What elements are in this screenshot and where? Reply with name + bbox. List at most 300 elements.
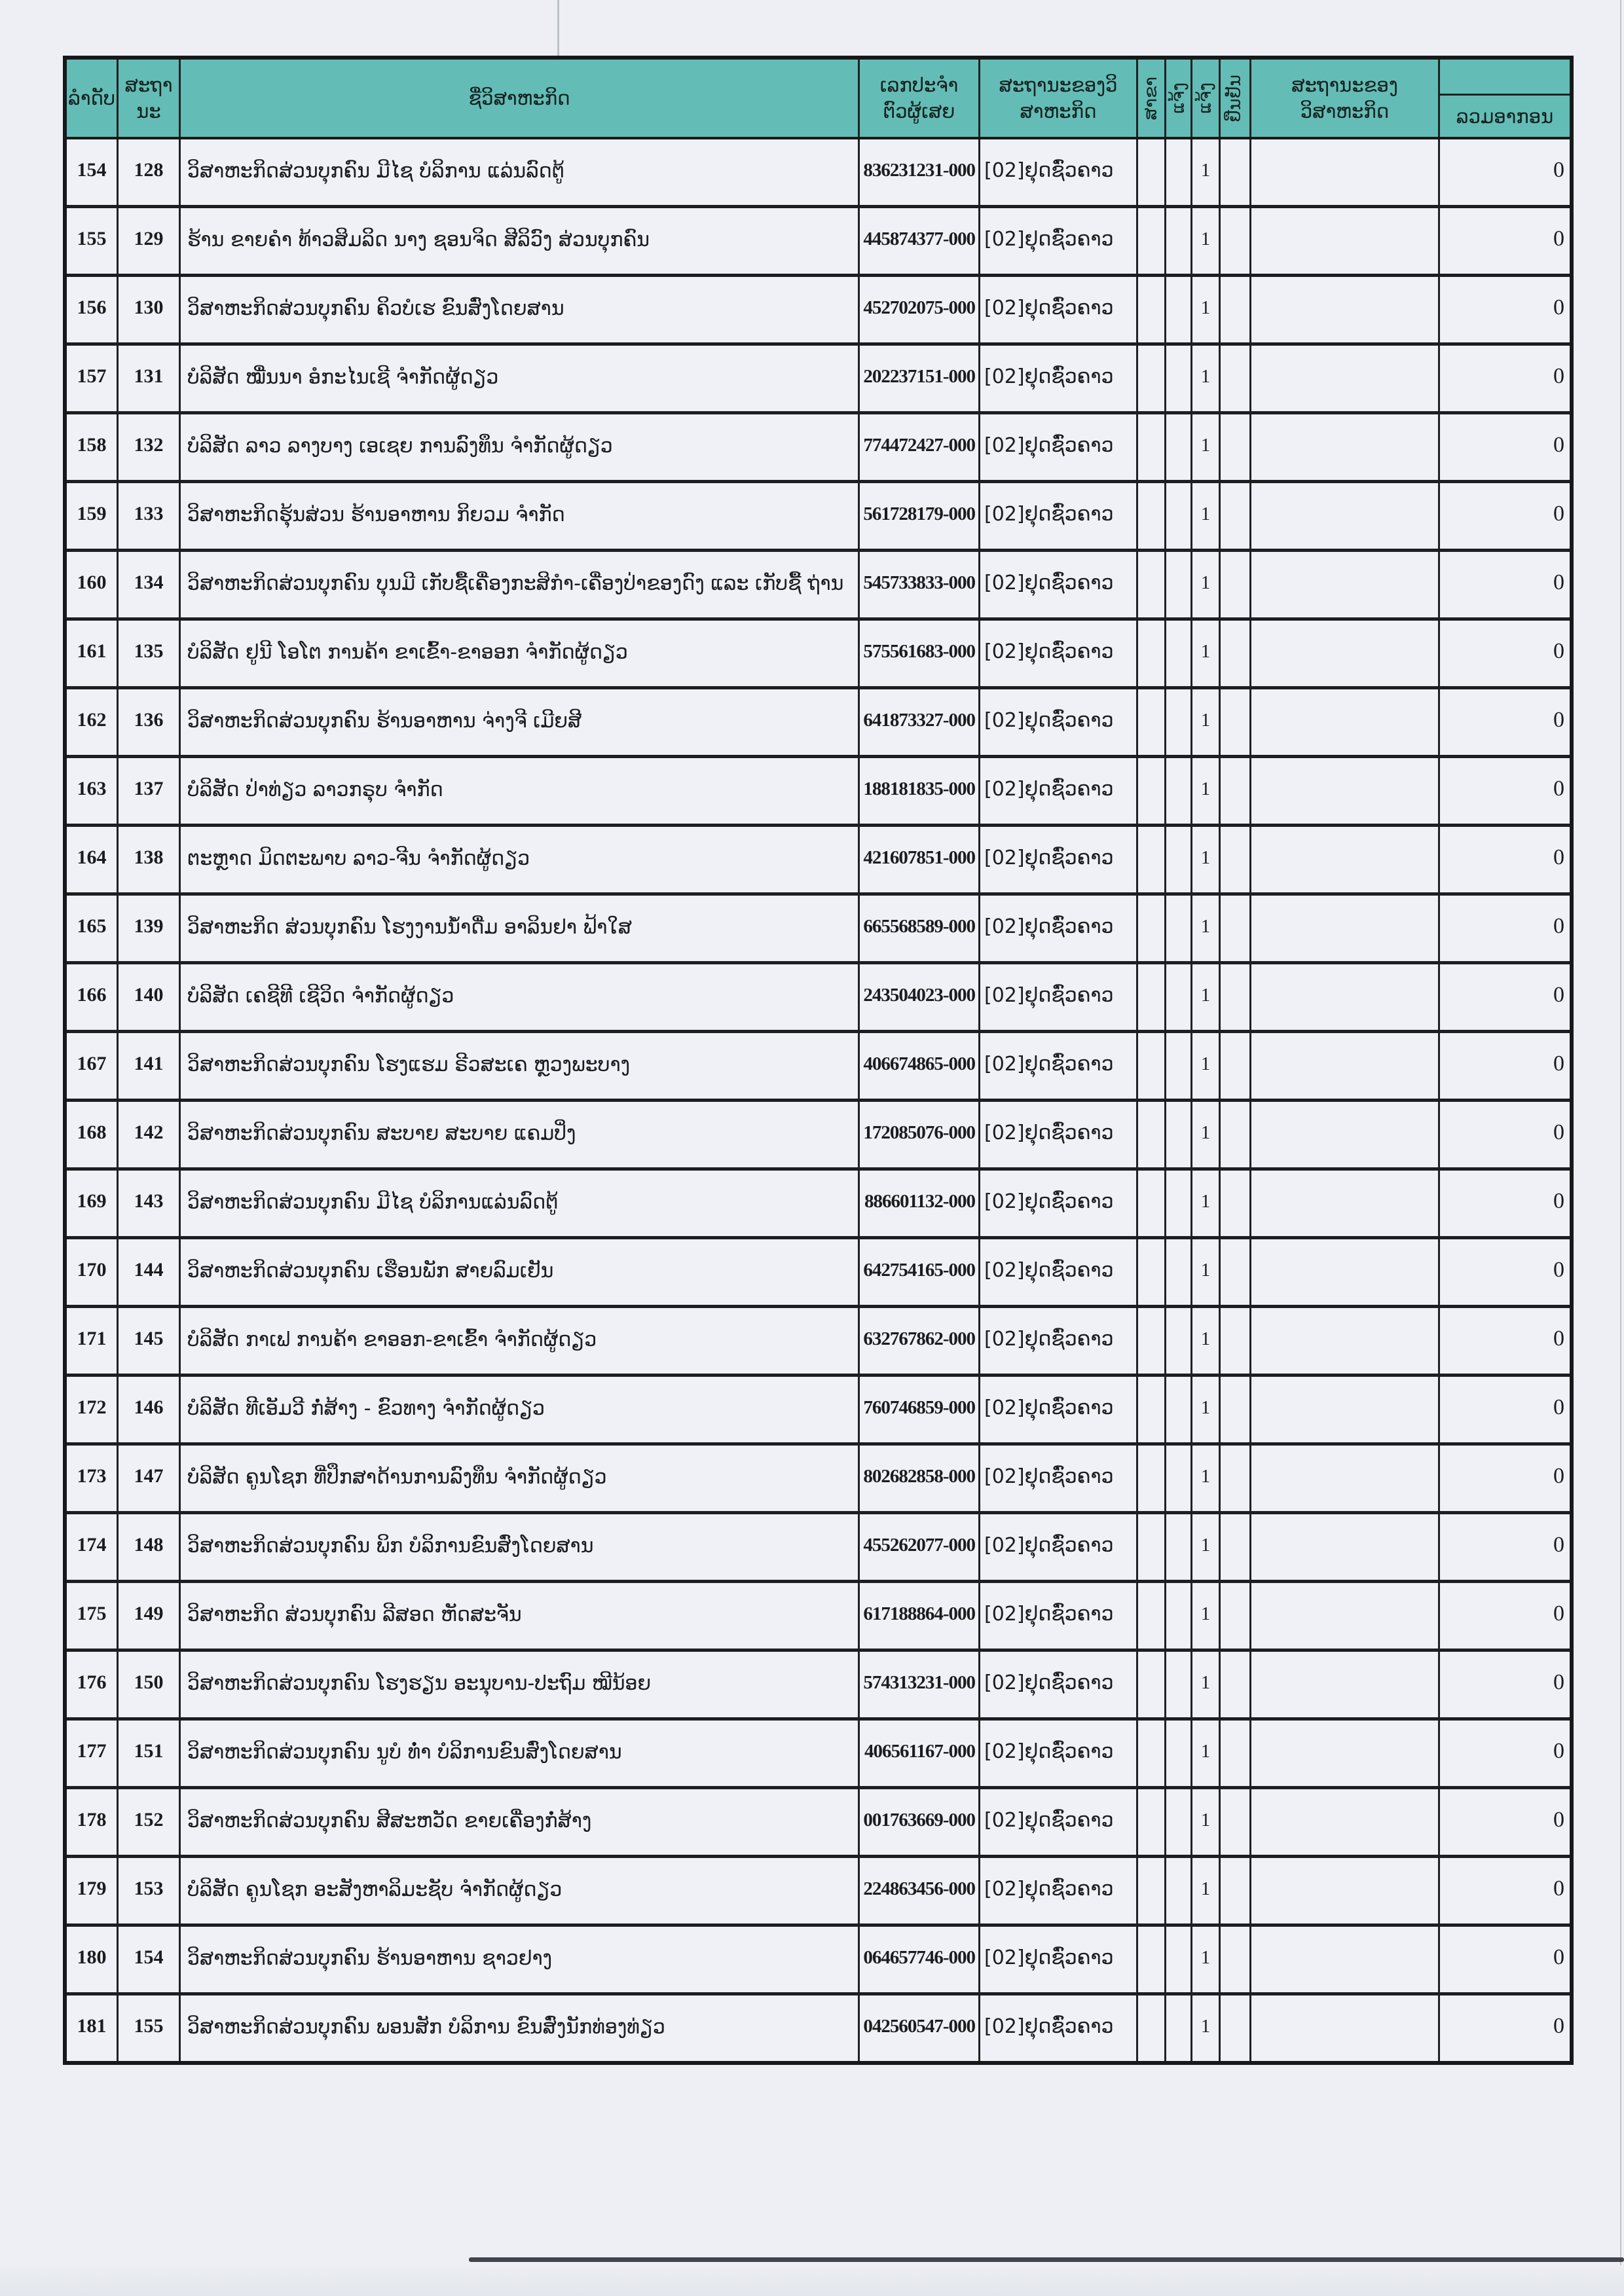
enterprise-name: ບໍລິສັດ ກາເຟ ການຄ້າ ຂາອອກ-ຂາເຂົ້າ ຈຳກັດຜູ້ດຽວ bbox=[181, 1308, 860, 1374]
branch-cell bbox=[1138, 483, 1166, 549]
total-tax-value: 0 bbox=[1553, 1876, 1564, 1901]
enterprise-name: ວິສາຫະກິດສ່ວນບຸກຄົນ ບຸນມີ ເກັບຊື້ເຄື່ອງກະສິກຳ-ເຄື່ອງປ່າຂອງດົງ ແລະ ເກັບຊື້ ຖ່ານ bbox=[181, 552, 860, 617]
row-sequence: 130 bbox=[119, 277, 181, 342]
taxpayer-id: 836231231-000 bbox=[860, 139, 980, 205]
scan-artifact-vertical-line bbox=[557, 0, 559, 56]
enterprise-name: ວິສາຫະກິດສ່ວນບຸກຄົນ ມີໄຊ ບໍລິການແລ່ນລົດຕູ້ bbox=[181, 1171, 860, 1236]
header-tax-id bbox=[860, 60, 980, 137]
row-number: 158 bbox=[67, 414, 119, 480]
branch-cell bbox=[1138, 758, 1166, 824]
enterprise-status-2-cell bbox=[1251, 277, 1440, 342]
enterprise-status: [02]ຢຸດຊົ່ວຄາວ bbox=[980, 1377, 1138, 1442]
branch-cell bbox=[1138, 139, 1166, 205]
enterprise-name: ວິສາຫະກິດສ່ວນບຸກຄົນ ສີສະຫວັດ ຂາຍເຄື່ອງກໍ່ສ້າງ bbox=[181, 1789, 860, 1855]
declare-2-cell: 1 bbox=[1192, 1927, 1221, 1992]
declare-1-cell bbox=[1166, 1789, 1192, 1855]
table-row bbox=[67, 483, 1570, 552]
declare-2-cell: 1 bbox=[1192, 483, 1221, 549]
table-row bbox=[67, 1033, 1570, 1102]
confirm-cell bbox=[1221, 621, 1251, 686]
declare-1-cell bbox=[1166, 1171, 1192, 1236]
row-sequence: 133 bbox=[119, 483, 181, 549]
taxpayer-id: 406561167-000 bbox=[860, 1721, 980, 1786]
total-tax-value: 0 bbox=[1553, 983, 1564, 1007]
confirm-cell bbox=[1221, 1171, 1251, 1236]
enterprise-status: [02]ຢຸດຊົ່ວຄາວ bbox=[980, 621, 1138, 686]
branch-cell bbox=[1138, 346, 1166, 411]
row-number: 160 bbox=[67, 552, 119, 617]
declare-2-cell: 1 bbox=[1192, 277, 1221, 342]
table-row bbox=[67, 139, 1570, 208]
confirm-cell bbox=[1221, 964, 1251, 1030]
total-tax-value: 0 bbox=[1553, 433, 1564, 457]
enterprise-status-2-cell bbox=[1251, 1308, 1440, 1374]
row-number: 166 bbox=[67, 964, 119, 1030]
enterprise-status: [02]ຢຸດຊົ່ວຄາວ bbox=[980, 552, 1138, 617]
table-row bbox=[67, 1377, 1570, 1446]
declare-2-cell: 1 bbox=[1192, 1308, 1221, 1374]
confirm-cell bbox=[1221, 1927, 1251, 1992]
header-enterprise-status-line1: ສະຖານະຂອງວິ bbox=[999, 74, 1118, 96]
confirm-cell bbox=[1221, 1377, 1251, 1442]
table-row bbox=[67, 1652, 1570, 1721]
row-number: 157 bbox=[67, 346, 119, 411]
row-number: 172 bbox=[67, 1377, 119, 1442]
enterprise-status: [02]ຢຸດຊົ່ວຄາວ bbox=[980, 208, 1138, 274]
header-total-tax-empty-top bbox=[1440, 60, 1570, 96]
row-number: 155 bbox=[67, 208, 119, 274]
declare-2-cell: 1 bbox=[1192, 1721, 1221, 1786]
total-tax-value: 0 bbox=[1553, 158, 1564, 182]
declare-1-cell bbox=[1166, 1308, 1192, 1374]
taxpayer-id: 445874377-000 bbox=[860, 208, 980, 274]
enterprise-status-2-cell bbox=[1251, 1102, 1440, 1167]
taxpayer-id: 042560547-000 bbox=[860, 1995, 980, 2061]
declare-1-cell bbox=[1166, 208, 1192, 274]
table-header-row bbox=[67, 60, 1570, 139]
header-enterprise-status bbox=[980, 60, 1138, 137]
table-row bbox=[67, 1721, 1570, 1789]
scan-artifact-right-edge bbox=[1620, 0, 1621, 2296]
declare-2-cell: 1 bbox=[1192, 1102, 1221, 1167]
enterprise-status-2-cell bbox=[1251, 1239, 1440, 1305]
table-row bbox=[67, 1102, 1570, 1171]
total-tax-value: 0 bbox=[1553, 1464, 1564, 1488]
taxpayer-id: 202237151-000 bbox=[860, 346, 980, 411]
total-tax-value: 0 bbox=[1553, 227, 1564, 251]
taxpayer-id: 642754165-000 bbox=[860, 1239, 980, 1305]
confirm-cell bbox=[1221, 208, 1251, 274]
enterprise-status: [02]ຢຸດຊົ່ວຄາວ bbox=[980, 139, 1138, 205]
declare-2-cell: 1 bbox=[1192, 827, 1221, 892]
taxpayer-id: 188181835-000 bbox=[860, 758, 980, 824]
total-tax-value: 0 bbox=[1553, 1258, 1564, 1282]
enterprise-name: ບໍລິສັດ ຄູນໂຊກ ອະສັງຫາລິມະຊັບ ຈຳກັດຜູ້ດຽວ bbox=[181, 1858, 860, 1923]
table-row bbox=[67, 1583, 1570, 1652]
branch-cell bbox=[1138, 1652, 1166, 1717]
declare-2-cell: 1 bbox=[1192, 552, 1221, 617]
taxpayer-id: 452702075-000 bbox=[860, 277, 980, 342]
table-row bbox=[67, 758, 1570, 827]
branch-cell bbox=[1138, 1446, 1166, 1511]
taxpayer-id: 641873327-000 bbox=[860, 689, 980, 755]
enterprise-status: [02]ຢຸດຊົ່ວຄາວ bbox=[980, 1858, 1138, 1923]
table-row bbox=[67, 277, 1570, 346]
declare-2-cell: 1 bbox=[1192, 1446, 1221, 1511]
confirm-cell bbox=[1221, 1033, 1251, 1099]
row-number: 167 bbox=[67, 1033, 119, 1099]
confirm-cell bbox=[1221, 414, 1251, 480]
declare-1-cell bbox=[1166, 964, 1192, 1030]
table-row bbox=[67, 1239, 1570, 1308]
total-tax-value: 0 bbox=[1553, 1051, 1564, 1076]
header-total-tax bbox=[1440, 60, 1570, 137]
row-sequence: 139 bbox=[119, 896, 181, 961]
row-sequence: 147 bbox=[119, 1446, 181, 1511]
table-row bbox=[67, 896, 1570, 964]
table-row bbox=[67, 1308, 1570, 1377]
branch-cell bbox=[1138, 621, 1166, 686]
declare-1-cell bbox=[1166, 621, 1192, 686]
row-sequence: 146 bbox=[119, 1377, 181, 1442]
table-row bbox=[67, 827, 1570, 896]
enterprise-status-2-cell bbox=[1251, 1858, 1440, 1923]
row-number: 179 bbox=[67, 1858, 119, 1923]
branch-cell bbox=[1138, 1171, 1166, 1236]
header-declare-2-rotated-label: ແຈ້ງ bbox=[1195, 82, 1215, 114]
enterprise-status: [02]ຢຸດຊົ່ວຄາວ bbox=[980, 1927, 1138, 1992]
confirm-cell bbox=[1221, 1583, 1251, 1649]
total-tax-value: 0 bbox=[1553, 639, 1564, 663]
total-tax-value: 0 bbox=[1553, 1326, 1564, 1351]
declare-1-cell bbox=[1166, 827, 1192, 892]
taxpayer-id: 760746859-000 bbox=[860, 1377, 980, 1442]
row-number: 165 bbox=[67, 896, 119, 961]
branch-cell bbox=[1138, 1239, 1166, 1305]
row-number: 169 bbox=[67, 1171, 119, 1236]
declare-2-cell: 1 bbox=[1192, 1239, 1221, 1305]
declare-1-cell bbox=[1166, 1446, 1192, 1511]
branch-cell bbox=[1138, 896, 1166, 961]
row-sequence: 155 bbox=[119, 1995, 181, 2061]
declare-2-cell: 1 bbox=[1192, 964, 1221, 1030]
declare-2-cell: 1 bbox=[1192, 1377, 1221, 1442]
enterprise-status-2-cell bbox=[1251, 1927, 1440, 1992]
row-sequence: 137 bbox=[119, 758, 181, 824]
enterprise-status: [02]ຢຸດຊົ່ວຄາວ bbox=[980, 1721, 1138, 1786]
taxpayer-id: 406674865-000 bbox=[860, 1033, 980, 1099]
declare-1-cell bbox=[1166, 1927, 1192, 1992]
enterprise-status-2-cell bbox=[1251, 1446, 1440, 1511]
branch-cell bbox=[1138, 1995, 1166, 2061]
confirm-cell bbox=[1221, 483, 1251, 549]
total-tax-value: 0 bbox=[1553, 1120, 1564, 1144]
row-number: 159 bbox=[67, 483, 119, 549]
enterprise-status-2-cell bbox=[1251, 689, 1440, 755]
enterprise-status: [02]ຢຸດຊົ່ວຄາວ bbox=[980, 346, 1138, 411]
table-row bbox=[67, 208, 1570, 277]
enterprise-name: ວິສາຫະກິດສ່ວນບຸກຄົນ ໂຮງແຮມ ຣີວສະເຄ ຫຼວງພະບາງ bbox=[181, 1033, 860, 1099]
branch-cell bbox=[1138, 964, 1166, 1030]
header-enterprise-name: ຊື່ວິສາຫະກິດ bbox=[181, 60, 860, 137]
enterprise-status-2-cell bbox=[1251, 1171, 1440, 1236]
table-row bbox=[67, 552, 1570, 621]
enterprise-status-2-cell bbox=[1251, 208, 1440, 274]
row-sequence: 144 bbox=[119, 1239, 181, 1305]
taxpayer-id: 774472427-000 bbox=[860, 414, 980, 480]
confirm-cell bbox=[1221, 1446, 1251, 1511]
enterprise-status: [02]ຢຸດຊົ່ວຄາວ bbox=[980, 1995, 1138, 2061]
declare-2-cell: 1 bbox=[1192, 1514, 1221, 1580]
table-row bbox=[67, 621, 1570, 689]
enterprise-registry-table bbox=[63, 56, 1574, 2065]
confirm-cell bbox=[1221, 1652, 1251, 1717]
declare-2-cell: 1 bbox=[1192, 414, 1221, 480]
row-sequence: 142 bbox=[119, 1102, 181, 1167]
header-confirm-rotated-label: ຢືນຢັນ bbox=[1225, 74, 1245, 122]
confirm-cell bbox=[1221, 689, 1251, 755]
enterprise-status-2-cell bbox=[1251, 414, 1440, 480]
total-tax-value: 0 bbox=[1553, 364, 1564, 388]
header-total-tax-label: ລວມອາກອນ bbox=[1456, 105, 1554, 128]
header-tax-id-line1: ເລກປະຈຳ bbox=[879, 74, 959, 96]
declare-1-cell bbox=[1166, 1377, 1192, 1442]
row-sequence: 141 bbox=[119, 1033, 181, 1099]
enterprise-status: [02]ຢຸດຊົ່ວຄາວ bbox=[980, 689, 1138, 755]
enterprise-name: ບໍລິສັດ ທີເອັມວີ ກໍ່ສ້າງ - ຂົວທາງ ຈຳກັດຜູ້ດຽວ bbox=[181, 1377, 860, 1442]
total-tax-value: 0 bbox=[1553, 1395, 1564, 1419]
taxpayer-id: 574313231-000 bbox=[860, 1652, 980, 1717]
enterprise-name: ວິສາຫະກິດສ່ວນບຸກຄົນ ພິກ ບໍລິການຂົນສົ່ງໂດຍສານ bbox=[181, 1514, 860, 1580]
enterprise-status: [02]ຢຸດຊົ່ວຄາວ bbox=[980, 483, 1138, 549]
taxpayer-id: 172085076-000 bbox=[860, 1102, 980, 1167]
declare-1-cell bbox=[1166, 758, 1192, 824]
branch-cell bbox=[1138, 277, 1166, 342]
confirm-cell bbox=[1221, 277, 1251, 342]
enterprise-status-2-cell bbox=[1251, 621, 1440, 686]
declare-1-cell bbox=[1166, 1652, 1192, 1717]
declare-2-cell: 1 bbox=[1192, 346, 1221, 411]
confirm-cell bbox=[1221, 1858, 1251, 1923]
table-row bbox=[67, 1171, 1570, 1239]
declare-1-cell bbox=[1166, 277, 1192, 342]
enterprise-status: [02]ຢຸດຊົ່ວຄາວ bbox=[980, 277, 1138, 342]
total-tax-value: 0 bbox=[1553, 1189, 1564, 1213]
table-row bbox=[67, 414, 1570, 483]
taxpayer-id: 243504023-000 bbox=[860, 964, 980, 1030]
table-row bbox=[67, 689, 1570, 758]
declare-1-cell bbox=[1166, 552, 1192, 617]
row-sequence: 143 bbox=[119, 1171, 181, 1236]
taxpayer-id: 886601132-000 bbox=[860, 1171, 980, 1236]
enterprise-status-2-cell bbox=[1251, 552, 1440, 617]
total-tax-value: 0 bbox=[1553, 1945, 1564, 1969]
header-branch bbox=[1138, 60, 1166, 137]
row-number: 163 bbox=[67, 758, 119, 824]
declare-2-cell: 1 bbox=[1192, 1858, 1221, 1923]
row-sequence: 140 bbox=[119, 964, 181, 1030]
confirm-cell bbox=[1221, 1514, 1251, 1580]
confirm-cell bbox=[1221, 1721, 1251, 1786]
row-sequence: 153 bbox=[119, 1858, 181, 1923]
enterprise-name: ວິສາຫະກິດສ່ວນບຸກຄົນ ມີໄຊ ບໍລິການ ແລ່ນລົດຕູ້ bbox=[181, 139, 860, 205]
enterprise-status: [02]ຢຸດຊົ່ວຄາວ bbox=[980, 1583, 1138, 1649]
taxpayer-id: 561728179-000 bbox=[860, 483, 980, 549]
branch-cell bbox=[1138, 414, 1166, 480]
row-sequence: 148 bbox=[119, 1514, 181, 1580]
branch-cell bbox=[1138, 1583, 1166, 1649]
enterprise-status: [02]ຢຸດຊົ່ວຄາວ bbox=[980, 1102, 1138, 1167]
enterprise-status-2-cell bbox=[1251, 1514, 1440, 1580]
enterprise-name: ບໍລິສັດ ປ່າທ່ຽວ ລາວກຣຸບ ຈຳກັດ bbox=[181, 758, 860, 824]
confirm-cell bbox=[1221, 1995, 1251, 2061]
enterprise-name: ວິສາຫະກິດ ສ່ວນບຸກຄົນ ລີສອດ ຫັດສະຈັນ bbox=[181, 1583, 860, 1649]
enterprise-status-2-cell bbox=[1251, 1583, 1440, 1649]
row-number: 176 bbox=[67, 1652, 119, 1717]
enterprise-status-2-cell bbox=[1251, 896, 1440, 961]
branch-cell bbox=[1138, 1033, 1166, 1099]
declare-2-cell: 1 bbox=[1192, 896, 1221, 961]
header-enterprise-status-2 bbox=[1251, 60, 1440, 137]
row-sequence: 149 bbox=[119, 1583, 181, 1649]
row-number: 180 bbox=[67, 1927, 119, 1992]
declare-1-cell bbox=[1166, 1239, 1192, 1305]
row-sequence: 132 bbox=[119, 414, 181, 480]
enterprise-status-2-cell bbox=[1251, 1995, 1440, 2061]
row-number: 173 bbox=[67, 1446, 119, 1511]
table-body bbox=[67, 139, 1570, 2061]
table-row bbox=[67, 1789, 1570, 1858]
declare-2-cell: 1 bbox=[1192, 1789, 1221, 1855]
row-sequence: 152 bbox=[119, 1789, 181, 1855]
header-confirm bbox=[1221, 60, 1251, 137]
branch-cell bbox=[1138, 1102, 1166, 1167]
total-tax-value: 0 bbox=[1553, 776, 1564, 801]
declare-2-cell: 1 bbox=[1192, 1583, 1221, 1649]
row-number: 175 bbox=[67, 1583, 119, 1649]
total-tax-value: 0 bbox=[1553, 1601, 1564, 1626]
branch-cell bbox=[1138, 1377, 1166, 1442]
declare-1-cell bbox=[1166, 414, 1192, 480]
enterprise-status-2-cell bbox=[1251, 139, 1440, 205]
enterprise-status: [02]ຢຸດຊົ່ວຄາວ bbox=[980, 1652, 1138, 1717]
row-sequence: 154 bbox=[119, 1927, 181, 1992]
declare-1-cell bbox=[1166, 139, 1192, 205]
table-row bbox=[67, 1995, 1570, 2061]
declare-1-cell bbox=[1166, 483, 1192, 549]
row-number: 168 bbox=[67, 1102, 119, 1167]
confirm-cell bbox=[1221, 896, 1251, 961]
enterprise-name: ວິສາຫະກິດສ່ວນບຸກຄົນ ພອນສັກ ບໍລິການ ຂົນສົ່ງນັກທ່ອງທ່ຽວ bbox=[181, 1995, 860, 2061]
row-sequence: 129 bbox=[119, 208, 181, 274]
declare-2-cell: 1 bbox=[1192, 208, 1221, 274]
enterprise-status: [02]ຢຸດຊົ່ວຄາວ bbox=[980, 1308, 1138, 1374]
declare-2-cell: 1 bbox=[1192, 758, 1221, 824]
enterprise-status: [02]ຢຸດຊົ່ວຄາວ bbox=[980, 758, 1138, 824]
confirm-cell bbox=[1221, 1239, 1251, 1305]
taxpayer-id: 421607851-000 bbox=[860, 827, 980, 892]
row-number: 181 bbox=[67, 1995, 119, 2061]
enterprise-status-2-cell bbox=[1251, 1377, 1440, 1442]
enterprise-name: ວິສາຫະກິດສ່ວນບຸກຄົນ ຮ້ານອາຫານ ຈ່າງຈີ ເມີຍສີ bbox=[181, 689, 860, 755]
row-number: 178 bbox=[67, 1789, 119, 1855]
total-tax-value: 0 bbox=[1553, 1533, 1564, 1557]
table-row bbox=[67, 1927, 1570, 1995]
declare-1-cell bbox=[1166, 1514, 1192, 1580]
taxpayer-id: 545733833-000 bbox=[860, 552, 980, 617]
total-tax-value: 0 bbox=[1553, 570, 1564, 594]
enterprise-name: ຕະຫຼາດ ມິດຕະພາບ ລາວ-ຈີນ ຈຳກັດຜູ້ດຽວ bbox=[181, 827, 860, 892]
branch-cell bbox=[1138, 1308, 1166, 1374]
branch-cell bbox=[1138, 1514, 1166, 1580]
declare-1-cell bbox=[1166, 689, 1192, 755]
enterprise-status-2-cell bbox=[1251, 1033, 1440, 1099]
row-number: 171 bbox=[67, 1308, 119, 1374]
declare-1-cell bbox=[1166, 1721, 1192, 1786]
table-row bbox=[67, 1514, 1570, 1583]
enterprise-status: [02]ຢຸດຊົ່ວຄາວ bbox=[980, 414, 1138, 480]
enterprise-status-2-cell bbox=[1251, 346, 1440, 411]
declare-1-cell bbox=[1166, 1102, 1192, 1167]
enterprise-status-2-cell bbox=[1251, 1721, 1440, 1786]
total-tax-value: 0 bbox=[1553, 1808, 1564, 1832]
enterprise-status: [02]ຢຸດຊົ່ວຄາວ bbox=[980, 964, 1138, 1030]
declare-2-cell: 1 bbox=[1192, 1652, 1221, 1717]
branch-cell bbox=[1138, 1927, 1166, 1992]
row-number: 156 bbox=[67, 277, 119, 342]
total-tax-value: 0 bbox=[1553, 845, 1564, 869]
scan-artifact-bottom-shade bbox=[0, 2265, 1624, 2296]
taxpayer-id: 632767862-000 bbox=[860, 1308, 980, 1374]
enterprise-status: [02]ຢຸດຊົ່ວຄາວ bbox=[980, 1514, 1138, 1580]
enterprise-name: ວິສາຫະກິດສ່ວນບຸກຄົນ ຮ້ານອາຫານ ຊາວຢາງ bbox=[181, 1927, 860, 1992]
enterprise-status-2-cell bbox=[1251, 1652, 1440, 1717]
header-enterprise-status-line2: ສາຫະກິດ bbox=[1020, 100, 1097, 122]
branch-cell bbox=[1138, 827, 1166, 892]
row-number: 164 bbox=[67, 827, 119, 892]
enterprise-name: ບໍລິສັດ ໝື່ນນາ ອໍກະໄນເຊີ ຈຳກັດຜູ້ດຽວ bbox=[181, 346, 860, 411]
declare-2-cell: 1 bbox=[1192, 1171, 1221, 1236]
table-row bbox=[67, 1858, 1570, 1927]
enterprise-name: ບໍລິສັດ ລາວ ລາງບາງ ເອເຊຍ ການລົງທຶນ ຈຳກັດຜູ້ດຽວ bbox=[181, 414, 860, 480]
branch-cell bbox=[1138, 552, 1166, 617]
header-declare-1-rotated-label: ແຈ້ງ bbox=[1168, 82, 1189, 114]
taxpayer-id: 224863456-000 bbox=[860, 1858, 980, 1923]
branch-cell bbox=[1138, 1721, 1166, 1786]
taxpayer-id: 001763669-000 bbox=[860, 1789, 980, 1855]
row-sequence: 150 bbox=[119, 1652, 181, 1717]
taxpayer-id: 064657746-000 bbox=[860, 1927, 980, 1992]
row-sequence: 151 bbox=[119, 1721, 181, 1786]
declare-2-cell: 1 bbox=[1192, 689, 1221, 755]
header-branch-rotated-label: ສາຂາ bbox=[1141, 76, 1161, 120]
header-declare-1 bbox=[1166, 60, 1192, 137]
row-number: 161 bbox=[67, 621, 119, 686]
enterprise-name: ຮ້ານ ຂາຍຄຳ ທ້າວສິມລິດ ນາງ ຊອນຈິດ ສີລິວົງ ສ່ວນບຸກຄົນ bbox=[181, 208, 860, 274]
enterprise-status-2-cell bbox=[1251, 483, 1440, 549]
total-tax-value: 0 bbox=[1553, 1670, 1564, 1694]
confirm-cell bbox=[1221, 1308, 1251, 1374]
enterprise-name: ວິສາຫະກິດຮຸ້ນສ່ວນ ຮ້ານອາຫານ ກິຍວມ ຈຳກັດ bbox=[181, 483, 860, 549]
taxpayer-id: 455262077-000 bbox=[860, 1514, 980, 1580]
enterprise-status: [02]ຢຸດຊົ່ວຄາວ bbox=[980, 1446, 1138, 1511]
row-sequence: 135 bbox=[119, 621, 181, 686]
declare-2-cell: 1 bbox=[1192, 1995, 1221, 2061]
row-number: 154 bbox=[67, 139, 119, 205]
table-row bbox=[67, 1446, 1570, 1514]
enterprise-status: [02]ຢຸດຊົ່ວຄາວ bbox=[980, 896, 1138, 961]
declare-2-cell: 1 bbox=[1192, 139, 1221, 205]
